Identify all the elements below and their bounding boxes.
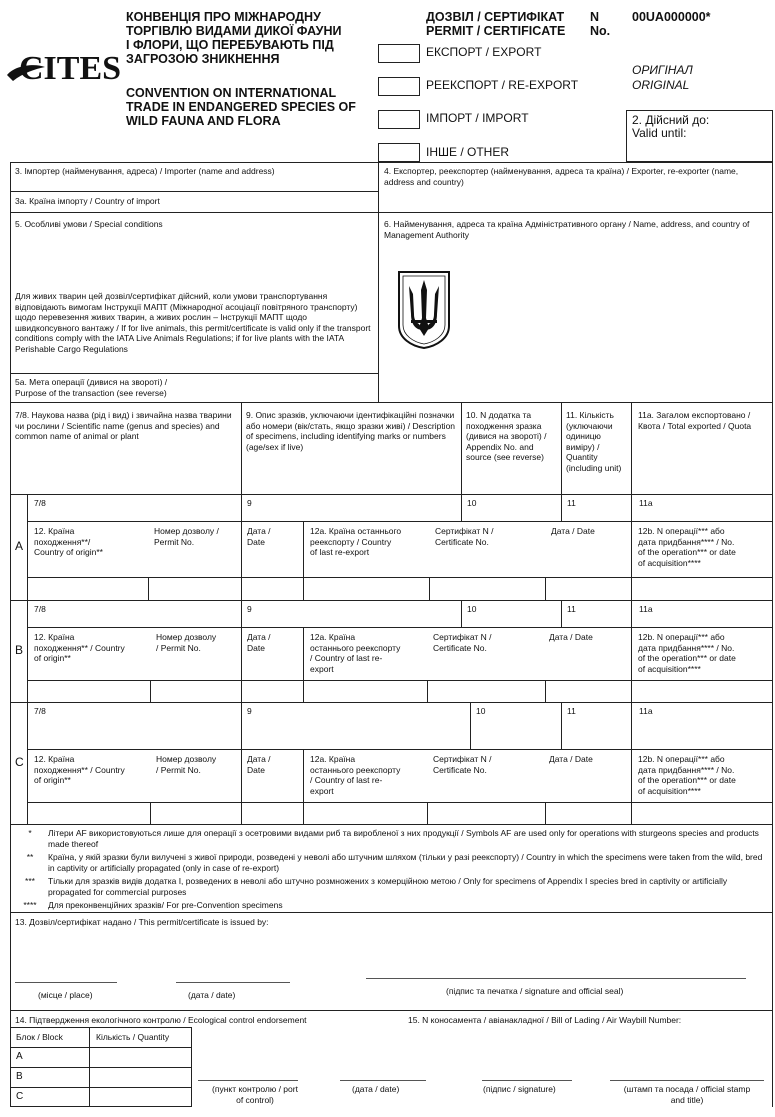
field-11[interactable]: 11 <box>567 706 576 716</box>
row-letter: B <box>15 643 24 657</box>
country-reexport-label[interactable]: 12a. Країна останнього реекспорту / Country of last re- export <box>310 632 401 674</box>
col-quantity: 11. Кількість (уключаючи одиницю виміру) / Quantity (including unit) <box>566 410 622 473</box>
row-col-divider <box>427 680 428 702</box>
row-col-divider <box>561 702 562 749</box>
footnote-mark: * <box>28 828 32 838</box>
logo-text: CITES <box>19 50 122 87</box>
issued-date-label[interactable]: (дата / date) <box>188 990 236 1000</box>
row-col-divider <box>429 577 430 600</box>
permit-no-label[interactable]: Номер дозволу / Permit No. <box>156 754 217 775</box>
field-11a[interactable]: 11a <box>639 498 653 508</box>
original-en: ORIGINAL <box>632 78 690 92</box>
row-subdivider <box>27 680 773 681</box>
field-11a[interactable]: 11a <box>639 706 653 716</box>
row-letter-divider <box>27 494 28 600</box>
col-total-exported: 11a. Загалом експортовано / Квота / Total exported / Quota <box>638 410 752 431</box>
other-checkbox[interactable] <box>378 143 420 162</box>
operation-no-label[interactable]: 12b. N операції*** або дата придбання**** / No. of the operation*** or date of acquisition**** <box>638 526 736 568</box>
row-col-divider <box>631 521 632 600</box>
date-label[interactable]: Дата / Date <box>549 754 593 764</box>
checkpoint-label[interactable]: (пункт контролю / port of control) <box>212 1084 298 1105</box>
special-conditions-label[interactable]: 5. Особливі умови / Special conditions <box>15 219 163 229</box>
row-col-divider <box>561 494 562 521</box>
row-col-divider <box>631 494 632 521</box>
endorsement-date-label[interactable]: (дата / date) <box>352 1084 400 1094</box>
row-subdivider <box>27 577 773 578</box>
footnote-text: Тільки для зразків видів додатка І, розведених в неволі або штучно розмножених з комерційною метою / Only for specimens of Appendix I species bred in captivity or artificially propagated for commercial purposes <box>48 876 728 897</box>
col-scientific-name: 7/8. Наукова назва (рід і вид) і звичайна назва тварини чи рослини / Scientific name (genus and species) and common name of animal or plant <box>15 410 232 441</box>
col-appendix: 10. N додатка та походження зразка (дивися на звороті) / Appendix No. and source (see reverse) <box>466 410 547 462</box>
row-letter: C <box>15 755 24 769</box>
row-col-divider <box>150 802 151 824</box>
row-col-divider <box>545 577 546 600</box>
row-col-divider <box>545 680 546 702</box>
row-subdivider <box>27 521 773 522</box>
row-letter: A <box>15 539 24 553</box>
row-col-divider <box>241 702 242 749</box>
convention-title-uk: КОНВЕНЦІЯ ПРО МІЖНАРОДНУ ТОРГІВЛЮ ВИДАМИ ДИКОЇ ФАУНИ І ФЛОРИ, ЩО ПЕРЕБУВАЮТЬ ПІД ЗАГРОЗОЮ ЗНИКНЕННЯ <box>126 10 342 66</box>
field-10[interactable]: 10 <box>467 498 477 508</box>
field-11a[interactable]: 11a <box>639 604 653 614</box>
management-authority-label[interactable]: 6. Найменування, адреса та країна Адміністративного органу / Name, address, and country of Management Authority <box>384 219 750 240</box>
row-subdivider <box>27 627 773 628</box>
row-col-divider <box>631 600 632 627</box>
field-7-8[interactable]: 7/8 <box>34 498 46 508</box>
original-uk: ОРИГІНАЛ <box>632 63 693 77</box>
field-11[interactable]: 11 <box>567 498 576 508</box>
live-animals-note: Для живих тварин цей дозвіл/сертифікат дійсний, коли умови транспортування відповідають вимогам Інструкції МАПТ (Міжнародної асоціації повітряного транспорту) щодо перевезення живих тварин, а живих рослин – Інструкції МАПТ щодо швидкопсувного вантажу / If for live animals, this permit/certificate is valid only if the transport conditions comply with the IATA Live Animals Regulations; if for live plants with the IATA Perishable Cargo Regulations <box>15 291 371 354</box>
row-col-divider <box>150 680 151 702</box>
row-subdivider <box>27 749 773 750</box>
cites-logo <box>5 35 122 95</box>
permit-n-label: N No. <box>590 10 611 38</box>
row-col-divider <box>148 577 149 600</box>
row-col-divider <box>303 521 304 600</box>
field-11[interactable]: 11 <box>567 604 576 614</box>
issued-signature-label[interactable]: (підпис та печатка / signature and official seal) <box>446 986 624 996</box>
issued-by-title: 13. Дозвіл/сертифікат надано / This permit/certificate is issued by: <box>15 917 269 927</box>
footnote-text: Літери AF використовуються лише для операції з осетровими видами риб та виробленої з них продукції / Symbols AF are used only for operations with sturgeons species and products made thereof <box>48 828 759 849</box>
official-stamp-label[interactable]: (штамп та посада / official stamp and title) <box>623 1084 751 1105</box>
other-label: ІНШЕ / OTHER <box>426 145 510 159</box>
export-checkbox[interactable] <box>378 44 420 63</box>
date-label[interactable]: Дата / Date <box>247 632 271 653</box>
issued-place-label[interactable]: (місце / place) <box>38 990 93 1000</box>
row-col-divider <box>631 627 632 702</box>
row-col-divider <box>545 802 546 824</box>
block-b: B <box>16 1071 23 1082</box>
row-col-divider <box>241 600 242 627</box>
row-col-divider <box>461 600 462 627</box>
field-9[interactable]: 9 <box>247 604 252 614</box>
reexport-checkbox[interactable] <box>378 77 420 96</box>
permit-label: ДОЗВІЛ / СЕРТИФІКАТ PERMIT / CERTIFICATE <box>426 10 566 38</box>
date-label[interactable]: Дата / Date <box>247 754 271 775</box>
endorsement-signature-label[interactable]: (підпис / signature) <box>483 1084 556 1094</box>
waybill-label[interactable]: 15. N коносамента / авіанакладної / Bill of Lading / Air Waybill Number: <box>408 1015 682 1025</box>
date-label[interactable]: Дата / Date <box>551 526 595 536</box>
certificate-no-label[interactable]: Сертифікат N / Certificate No. <box>433 632 492 653</box>
row-col-divider <box>631 702 632 749</box>
block-c: C <box>16 1091 24 1102</box>
country-reexport-label[interactable]: 12a. Країна останнього реекспорту / Country of last re-export <box>310 526 402 557</box>
row-divider <box>10 702 773 703</box>
row-col-divider <box>241 494 242 521</box>
row-subdivider <box>27 802 773 803</box>
purpose-label[interactable]: 5a. Мета операції (дивися на звороті) / Purpose of the transaction (see reverse) <box>15 377 168 398</box>
country-of-origin-label[interactable]: 12. Країна походження** / Country of origin** <box>34 632 125 663</box>
field-10[interactable]: 10 <box>476 706 486 716</box>
importer-label[interactable]: 3. Імпортер (найменування, адреса) / Importer (name and address) <box>15 166 275 176</box>
block-header: Блок / Block <box>16 1032 63 1042</box>
import-label: ІМПОРТ / IMPORT <box>426 111 529 125</box>
row-letter-divider <box>27 702 28 824</box>
country-of-origin-label[interactable]: 12. Країна походження**/ Country of origin** <box>34 526 103 557</box>
field-7-8[interactable]: 7/8 <box>34 706 46 716</box>
date-label[interactable]: Дата / Date <box>247 526 271 547</box>
ukraine-coat-of-arms <box>397 270 451 350</box>
permit-no-label[interactable]: Номер дозволу / Permit No. <box>156 632 217 653</box>
row-col-divider <box>561 600 562 627</box>
footnote-mark: *** <box>25 876 35 886</box>
row-divider <box>10 600 773 601</box>
operation-no-label[interactable]: 12b. N операції*** або дата придбання**** / No. of the operation*** or date of acquisition**** <box>638 632 736 674</box>
quantity-header: Кількість / Quantity <box>96 1032 170 1042</box>
valid-until-label: 2. Дійсний до: Valid until: <box>632 113 710 140</box>
country-reexport-label[interactable]: 12a. Країна останнього реекспорту / Country of last re- export <box>310 754 401 796</box>
import-checkbox[interactable] <box>378 110 420 129</box>
certificate-no-label[interactable]: Сертифікат N / Certificate No. <box>433 754 492 775</box>
country-import-label[interactable]: 3а. Країна імпорту / Country of import <box>15 196 160 206</box>
field-7-8[interactable]: 7/8 <box>34 604 46 614</box>
row-letter-divider <box>27 600 28 702</box>
certificate-no-label[interactable]: Сертифікат N / Certificate No. <box>435 526 494 547</box>
permit-number: 00UA000000* <box>632 10 711 24</box>
permit-no-label[interactable]: Номер дозволу / Permit No. <box>154 526 219 547</box>
field-10[interactable]: 10 <box>467 604 477 614</box>
field-9[interactable]: 9 <box>247 706 252 716</box>
footnote-mark: **** <box>23 900 37 910</box>
footnote-mark: ** <box>26 852 34 862</box>
row-col-divider <box>470 702 471 749</box>
field-9[interactable]: 9 <box>247 498 252 508</box>
date-label[interactable]: Дата / Date <box>549 632 593 642</box>
row-col-divider <box>631 749 632 824</box>
row-col-divider <box>303 627 304 702</box>
footnote-text: Країна, у якій зразки були вилучені з живої природи, розведені у неволі або штучним шляхом (тільки у разі реекспорту) / Country in which the specimens were taken from the wild, bred in captivity or artificially propagated (only in case of re-export) <box>48 852 763 873</box>
reexport-label: РЕЕКСПОРТ / RE-EXPORT <box>426 78 579 92</box>
operation-no-label[interactable]: 12b. N операції*** або дата придбання**** / No. of the operation*** or date of acquisition**** <box>638 754 736 796</box>
row-col-divider <box>303 749 304 824</box>
country-of-origin-label[interactable]: 12. Країна походження** / Country of origin** <box>34 754 125 785</box>
endorsement-title: 14. Підтвердження екологічного контролю / Ecological control endorsement <box>15 1015 307 1025</box>
convention-title-en: CONVENTION ON INTERNATIONAL TRADE IN ENDANGERED SPECIES OF WILD FAUNA AND FLORA <box>126 86 356 128</box>
col-description: 9. Опис зразків, уключаючи ідентифікаційні позначки або номери (вік/стать, якщо зразки живі) / Description of specimens, including identifying marks or numbers (age/sex if live) <box>246 410 456 452</box>
row-col-divider <box>427 802 428 824</box>
exporter-label[interactable]: 4. Експортер, реекспортер (найменування, адреса та країна) / Exporter, re-exporter (name, address and country) <box>384 166 739 187</box>
export-label: ЕКСПОРТ / EXPORT <box>426 45 542 59</box>
block-a: A <box>16 1051 23 1062</box>
footnote-text: Для преконвенційних зразків/ For pre-Convention specimens <box>48 900 283 910</box>
row-col-divider <box>461 494 462 521</box>
